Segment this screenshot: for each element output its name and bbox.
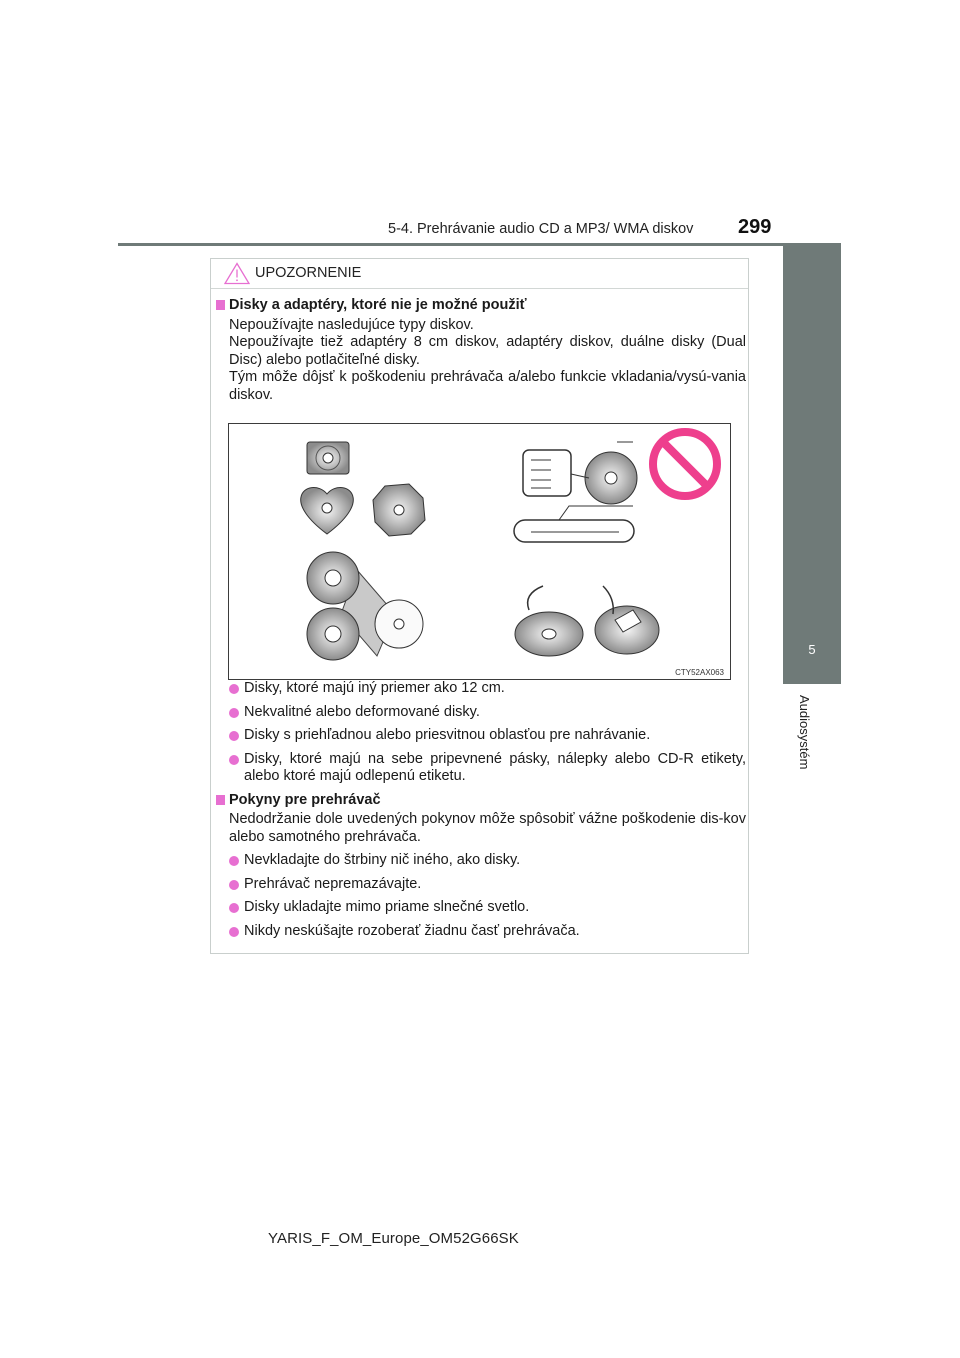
list-item: Prehrávač nepremazávajte. (215, 876, 746, 894)
disc-drawing (229, 424, 730, 679)
figure-code: CTY52AX063 (675, 668, 724, 677)
disc-illustration (228, 423, 731, 680)
paragraph-line: Tým môže dôjsť k poškodeniu prehrávača a/alebo funkcie vkladania/vysú-vania diskov. (229, 369, 746, 403)
list-item: Nikdy neskúšajte rozoberať žiadnu časť prehrávača. (215, 923, 746, 941)
list-item: Disky s priehľadnou alebo priesvitnou oblasťou pre nahrávanie. (215, 727, 746, 745)
square-bullet-icon (216, 795, 225, 805)
list-item: Disky, ktoré majú iný priemer ako 12 cm. (215, 680, 746, 698)
warning-title: UPOZORNENIE (255, 265, 362, 281)
adapter-disc-icon (307, 552, 423, 660)
square-bullet-icon (216, 300, 225, 310)
page-number: 299 (738, 216, 772, 238)
chapter-label: Audiosystém (797, 695, 812, 770)
round-bullet-icon (229, 708, 239, 718)
section-heading: Disky a adaptéry, ktoré nie je možné použiť (215, 297, 746, 315)
page-header (0, 0, 960, 250)
section-title: 5-4. Prehrávanie audio CD a MP3/ WMA diskov (388, 221, 694, 237)
header-rule (118, 243, 841, 246)
side-tab-bar (783, 246, 841, 624)
warning-header (211, 259, 748, 289)
list-item: Disky ukladajte mimo priame slnečné svetlo. (215, 899, 746, 917)
list-item: Nevkladajte do štrbiny nič iného, ako disky. (215, 852, 746, 870)
chapter-label-area (783, 684, 841, 804)
warning-triangle-icon (224, 262, 250, 285)
prohibition-icon (653, 432, 717, 496)
round-bullet-icon (229, 856, 239, 866)
polygon-disc-icon (373, 484, 425, 536)
chapter-tab (783, 624, 841, 684)
round-bullet-icon (229, 684, 239, 694)
document-id: YARIS_F_OM_Europe_OM52G66SK (268, 1230, 519, 1247)
round-bullet-icon (229, 880, 239, 890)
list-item: Disky, ktoré majú na sebe pripevnené pásky, nálepky alebo CD-R etikety, alebo ktoré majú odlepenú etiketu. (215, 751, 746, 786)
list-item: Nekvalitné alebo deformované disky. (215, 704, 746, 722)
round-bullet-icon (229, 927, 239, 937)
square-disc-icon (307, 442, 349, 474)
section-heading: Pokyny pre prehrávač (215, 792, 746, 810)
chapter-number: 5 (808, 642, 816, 657)
paragraph-line: Nepoužívajte nasledujúce typy diskov. (229, 316, 474, 333)
round-bullet-icon (229, 903, 239, 913)
round-bullet-icon (229, 731, 239, 741)
rim-disc-detail-icon (514, 442, 637, 542)
warped-disc-icon (515, 586, 659, 656)
heart-disc-icon (301, 488, 354, 534)
round-bullet-icon (229, 755, 239, 765)
paragraph-line: Nedodržanie dole uvedených pokynov môže spôsobiť vážne poškodenie dis-kov alebo samotného prehrávača. (229, 811, 746, 845)
paragraph-line: Nepoužívajte tiež adaptéry 8 cm diskov, adaptéry diskov, duálne disky (Dual Disc) alebo potlačiteľné disky. (229, 334, 746, 368)
